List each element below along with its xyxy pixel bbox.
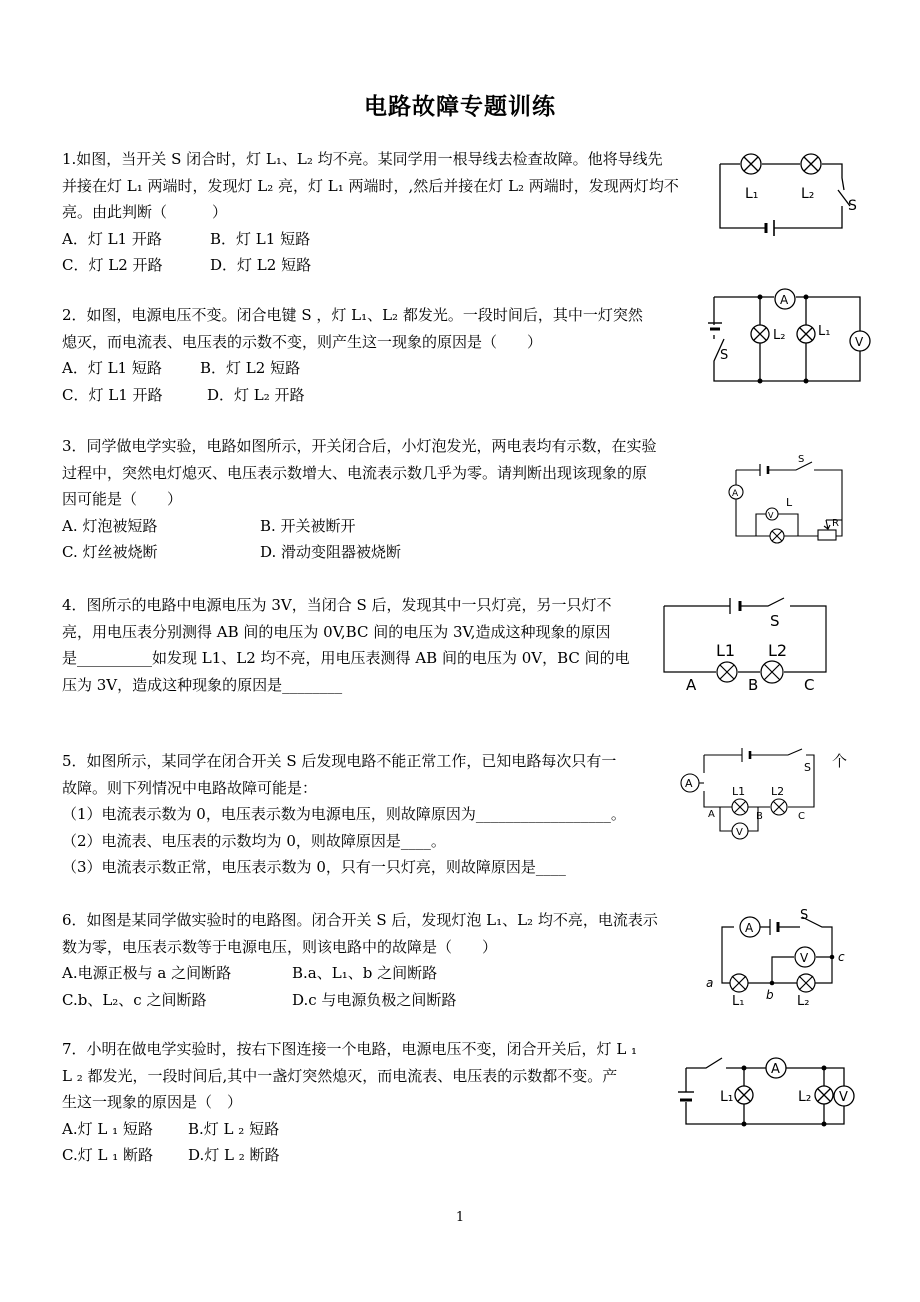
question-3-line-3: 因可能是（ ） <box>62 490 183 508</box>
circuit-diagram-6 <box>704 905 854 1019</box>
question-7-option-b[interactable]: B.灯 L ₂ 短路 <box>188 1119 280 1138</box>
question-3-option-d[interactable]: D. 滑动变阻器被烧断 <box>260 543 402 561</box>
question-7-option-d[interactable]: D.灯 L ₂ 断路 <box>188 1146 280 1164</box>
question-5-overflow-char: 个 <box>832 752 848 770</box>
question-2-option-a[interactable]: A．灯 L1 短路 <box>62 359 162 377</box>
point-c: C <box>798 811 805 822</box>
circuit-diagram-5 <box>680 745 820 859</box>
question-7 <box>62 1036 637 1169</box>
question-6-option-d[interactable]: D.c 与电源负极之间断路 <box>292 990 457 1009</box>
label-l2: L₂ <box>798 1089 812 1105</box>
circuit-diagram-2 <box>700 285 880 389</box>
question-5-line-1: 5．如图所示，某同学在闭合开关 S 后发现电路不能正常工作，已知电路每次只有一 <box>62 752 617 770</box>
point-c: c <box>838 950 845 964</box>
question-1 <box>62 146 679 279</box>
question-2-option-b[interactable]: B．灯 L2 短路 <box>200 359 301 377</box>
question-1-option-b[interactable]: B．灯 L1 短路 <box>210 229 311 248</box>
question-6-line-2: 数为零，电压表示数等于电源电压，则该电路中的故障是（ ） <box>62 937 498 956</box>
question-2-option-d[interactable]: D．灯 L₂ 开路 <box>207 385 305 404</box>
point-a: A <box>708 809 715 820</box>
question-3 <box>62 433 657 566</box>
point-b: B <box>756 811 763 822</box>
question-7-line-2: L ₂ 都发光，一段时间后,其中一盏灯突然熄灭，而电流表、电压表的示数都不变。产 <box>62 1066 618 1085</box>
question-3-line-2: 过程中，突然电灯熄灭、电压表示数增大、电流表示数几乎为零。请判断出现该现象的原 <box>62 463 648 482</box>
point-a: a <box>706 976 714 990</box>
label-l1: L₁ <box>745 186 759 202</box>
question-6-line-1: 6．如图是某同学做实验时的电路图。闭合开关 S 后，发现灯泡 L₁、L₂ 均不亮，电流表示 <box>62 911 658 929</box>
circuit-diagram-3 <box>722 450 852 554</box>
label-l1: L₁ <box>720 1089 734 1105</box>
question-7-option-c[interactable]: C.灯 L ₁ 断路 <box>62 1146 153 1164</box>
question-6-option-a[interactable]: A.电源正极与 a 之间断路 <box>62 964 232 982</box>
question-6-option-b[interactable]: B.a、L₁、b 之间断路 <box>292 964 438 982</box>
label-l2: L₂ <box>801 186 815 202</box>
question-4 <box>62 592 630 698</box>
question-4-line-3: 是__________如发现 L1、L2 均不亮，用电压表测得 AB 间的电压为 0V，BC 间的电 <box>62 649 630 667</box>
question-4-line-1: 4．图所示的电路中电源电压为 3V，当闭合 S 后，发现其中一只灯亮，另一只灯不 <box>62 596 612 614</box>
question-5 <box>62 748 626 881</box>
question-1-option-c[interactable]: C．灯 L2 开路 <box>62 256 163 274</box>
label-s: S <box>800 908 809 923</box>
question-5-line-4: （2）电流表、电压表的示数均为 0，则故障原因是____。 <box>62 831 446 850</box>
question-1-option-d[interactable]: D．灯 L2 短路 <box>210 256 312 274</box>
question-1-line-2: 并接在灯 L₁ 两端时，发现灯 L₂ 亮，灯 L₁ 两端时，,然后并接在灯 L₂ 两端时，发现两灯均不 <box>62 176 679 195</box>
question-1-line-1: 1.如图，当开关 S 闭合时，灯 L₁、L₂ 均不亮。某同学用一根导线去检查故障。他将导线先 <box>62 150 663 168</box>
label-l1: L1 <box>716 641 736 660</box>
ammeter-label: A <box>685 777 693 790</box>
question-1-line-3: 亮。由此判断（ ） <box>62 203 228 221</box>
ammeter-label: A <box>732 489 739 499</box>
question-5-line-3: （1）电流表示数为 0，电压表示数为电源电压，则故障原因为__________________。 <box>62 805 626 823</box>
ammeter-label: A <box>745 921 754 935</box>
question-4-line-2: 亮，用电压表分别测得 AB 间的电压为 0V,BC 间的电压为 3V,造成这种现象的原因 <box>62 622 611 641</box>
circuit-diagram-7 <box>674 1052 864 1136</box>
question-5-line-5: （3）电流表示数正常，电压表示数为 0，只有一只灯亮，则故障原因是____ <box>62 858 566 876</box>
point-a: A <box>686 676 697 694</box>
ammeter-label: A <box>780 293 789 307</box>
label-l2: L₂ <box>773 328 786 343</box>
label-l1: L₁ <box>818 324 831 339</box>
label-l2: L2 <box>768 641 788 660</box>
question-7-line-1: 7．小明在做电学实验时，按右下图连接一个电路，电源电压不变，闭合开关后，灯 L ₁ <box>62 1040 638 1058</box>
label-l2: L2 <box>771 785 785 798</box>
question-2-option-c[interactable]: C．灯 L1 开路 <box>62 385 163 404</box>
question-4-line-4: 压为 3V，造成这种现象的原因是________ <box>62 675 343 694</box>
label-s: S <box>720 348 729 363</box>
voltmeter-label: V <box>839 1090 848 1105</box>
label-s: S <box>848 198 857 214</box>
point-b: B <box>748 676 759 694</box>
question-3-line-1: 3．同学做电学实验，电路如图所示，开关闭合后，小灯泡发光，两电表均有示数，在实验 <box>62 437 657 455</box>
question-2-line-2: 熄灭，而电流表、电压表的示数不变，则产生这一现象的原因是（ ） <box>62 332 543 351</box>
point-b: b <box>766 988 774 1002</box>
label-l1: L1 <box>732 785 746 798</box>
circuit-diagram-1 <box>712 150 862 244</box>
label-l1: L₁ <box>732 994 745 1009</box>
question-6 <box>62 907 658 1013</box>
question-1-option-a[interactable]: A．灯 L1 开路 <box>62 229 162 248</box>
label-l2: L₂ <box>797 994 810 1009</box>
label-s: S <box>798 454 805 465</box>
voltmeter-label: V <box>800 951 809 965</box>
page-number: 1 <box>455 1210 465 1225</box>
question-3-option-c[interactable]: C. 灯丝被烧断 <box>62 543 158 561</box>
label-s: S <box>770 612 780 630</box>
circuit-diagram-4 <box>660 592 830 696</box>
ammeter-label: A <box>771 1062 780 1077</box>
page-title: 电路故障专题训练 <box>364 94 556 120</box>
label-l: L <box>786 496 793 509</box>
question-7-line-3: 生这一现象的原因是（ ） <box>62 1093 243 1111</box>
question-7-option-a[interactable]: A.灯 L ₁ 短路 <box>62 1119 153 1138</box>
question-2 <box>62 302 643 408</box>
label-r: R <box>832 518 839 529</box>
question-3-option-b[interactable]: B. 开关被断开 <box>260 516 356 535</box>
question-5-line-2: 故障。则下列情况中电路故障可能是： <box>62 778 318 797</box>
question-3-option-a[interactable]: A. 灯泡被短路 <box>62 516 158 535</box>
label-s: S <box>804 761 811 774</box>
point-c: C <box>804 676 815 694</box>
voltmeter-label: V <box>736 827 743 838</box>
voltmeter-label: V <box>855 335 864 349</box>
question-2-line-1: 2．如图，电源电压不变。闭合电键 S ，灯 L₁、L₂ 都发光。一段时间后，其中一灯突然 <box>62 306 643 324</box>
question-6-option-c[interactable]: C.b、L₂、c 之间断路 <box>62 990 207 1009</box>
voltmeter-label: V <box>768 511 774 520</box>
